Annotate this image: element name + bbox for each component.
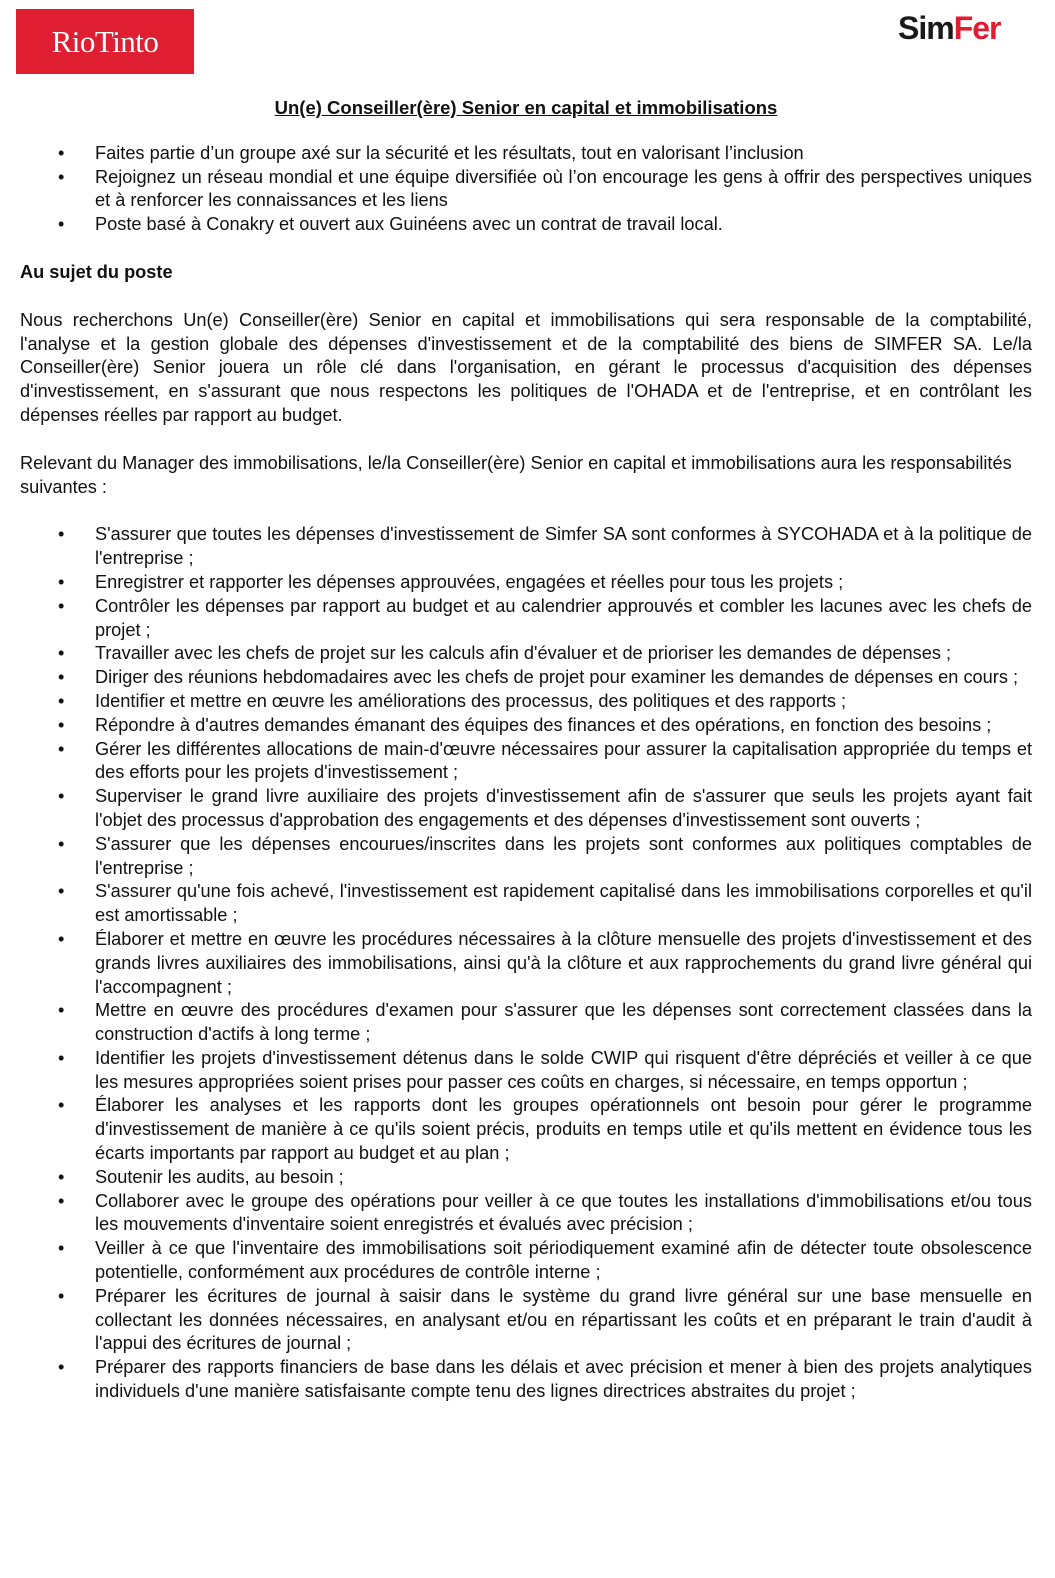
list-item: • Identifier les projets d'investissement détenus dans le solde CWIP qui risquent d'être dépréciés et veiller à ce que les mesures appropriées soient prises pour passer ces coûts en charges, si nécessaire, en temps opportun ; [20, 1047, 1032, 1095]
list-item: • Soutenir les audits, au besoin ; [20, 1166, 1032, 1190]
list-item: • S'assurer que toutes les dépenses d'investissement de Simfer SA sont conformes à SYCOHADA et à la politique de l'entreprise ; [20, 523, 1032, 571]
list-item: • Travailler avec les chefs de projet sur les calculs afin d'évaluer et de prioriser les demandes de dépenses ; [20, 642, 1032, 666]
list-item: • Préparer les écritures de journal à saisir dans le système du grand livre général sur une base mensuelle en collectant les données nécessaires, en analysant et/ou en répartissant les coûts et en préparant le train d'audit à l'appui des écritures de journal ; [20, 1285, 1032, 1356]
responsibilities-list [20, 523, 1032, 1403]
description-paragraph: Nous recherchons Un(e) Conseiller(ère) Senior en capital et immobilisations qui sera responsable de la comptabilité, l'analyse et la gestion globale des dépenses d'investissement et de la comptabilité des biens de SIMFER SA. Le/la Conseiller(ère) Senior jouera un rôle clé dans l'organisation, en gérant le processus d'acquisition des dépenses d'investissement, en s'assurant que nous respectons les politiques de l'OHADA et de l'entreprise, et en contrôlant les dépenses réelles par rapport au budget. [20, 309, 1032, 425]
simfer-logo-sim: Sim [898, 10, 954, 46]
list-item: • Préparer des rapports financiers de base dans les délais et avec précision et mener à bien des projets analytiques individuels d'une manière satisfaisante compte tenu des lignes directrices abstraites du projet ; [20, 1356, 1032, 1404]
document-body [20, 96, 1032, 1404]
list-item: • S'assurer que les dépenses encourues/inscrites dans les projets sont conformes aux politiques comptables de l'entreprise ; [20, 833, 1032, 881]
riotinto-logo-text: RioTinto [51, 23, 159, 59]
list-item: • Enregistrer et rapporter les dépenses approuvées, engagées et réelles pour tous les projets ; [20, 571, 1032, 595]
list-item: • Élaborer les analyses et les rapports dont les groupes opérationnels ont besoin pour gérer le programme d'investissement de manière à ce qu'ils soient précis, produits en temps utile et qu'ils mettent en évidence tous les écarts importants par rapport au budget et au plan ; [20, 1094, 1032, 1165]
list-item: • Mettre en œuvre des procédures d'examen pour s'assurer que les dépenses sont correctement classées dans la construction d'actifs à long terme ; [20, 999, 1032, 1047]
simfer-logo [898, 10, 1000, 47]
list-item: • Élaborer et mettre en œuvre les procédures nécessaires à la clôture mensuelle des projets d'investissement et des grands livres auxiliaires des immobilisations, ainsi qu'à la clôture et aux rapprochements du grand livre général qui l'accompagnent ; [20, 928, 1032, 999]
list-item: • Poste basé à Conakry et ouvert aux Guinéens avec un contrat de travail local. [20, 213, 1032, 237]
list-item: • S'assurer qu'une fois achevé, l'investissement est rapidement capitalisé dans les immobilisations corporelles et qu'il est amortissable ; [20, 880, 1032, 928]
list-item: • Veiller à ce que l'inventaire des immobilisations soit périodiquement examiné afin de détecter toute obsolescence potentielle, conformément aux procédures de contrôle interne ; [20, 1237, 1032, 1285]
simfer-logo-fer: Fer [953, 10, 1001, 46]
page-title: Un(e) Conseiller(ère) Senior en capital et immobilisations [274, 97, 778, 118]
list-item: • Contrôler les dépenses par rapport au budget et au calendrier approuvés et combler les lacunes avec les chefs de projet ; [20, 595, 1032, 643]
reporting-paragraph: Relevant du Manager des immobilisations, le/la Conseiller(ère) Senior en capital et immobilisations aura les responsabilités suivantes : [20, 452, 1012, 497]
riotinto-logo [16, 9, 194, 74]
list-item: • Rejoignez un réseau mondial et une équipe diversifiée où l’on encourage les gens à offrir des perspectives uniques et à renforcer les connaissances et les liens [20, 166, 1032, 214]
section-heading: Au sujet du poste [20, 261, 173, 282]
list-item: • Collaborer avec le groupe des opérations pour veiller à ce que toutes les installations d'immobilisations et/ou tous les mouvements d'inventaire soient enregistrés et évalués avec précision ; [20, 1190, 1032, 1238]
list-item: • Répondre à d'autres demandes émanant des équipes des finances et des opérations, en fonction des besoins ; [20, 714, 1032, 738]
list-item: • Superviser le grand livre auxiliaire des projets d'investissement afin de s'assurer que seuls les projets ayant fait l'objet des processus d'approbation des engagements et des dépenses d'investissement sont ouverts ; [20, 785, 1032, 833]
list-item: • Identifier et mettre en œuvre les améliorations des processus, des politiques et des rapports ; [20, 690, 1032, 714]
intro-bullet-list [20, 142, 1032, 237]
list-item: • Diriger des réunions hebdomadaires avec les chefs de projet pour examiner les demandes de dépenses en cours ; [20, 666, 1032, 690]
list-item: • Gérer les différentes allocations de main-d'œuvre nécessaires pour assurer la capitalisation appropriée du temps et des efforts pour les projets d'investissement ; [20, 738, 1032, 786]
list-item: • Faites partie d’un groupe axé sur la sécurité et les résultats, tout en valorisant l’inclusion [20, 142, 1032, 166]
